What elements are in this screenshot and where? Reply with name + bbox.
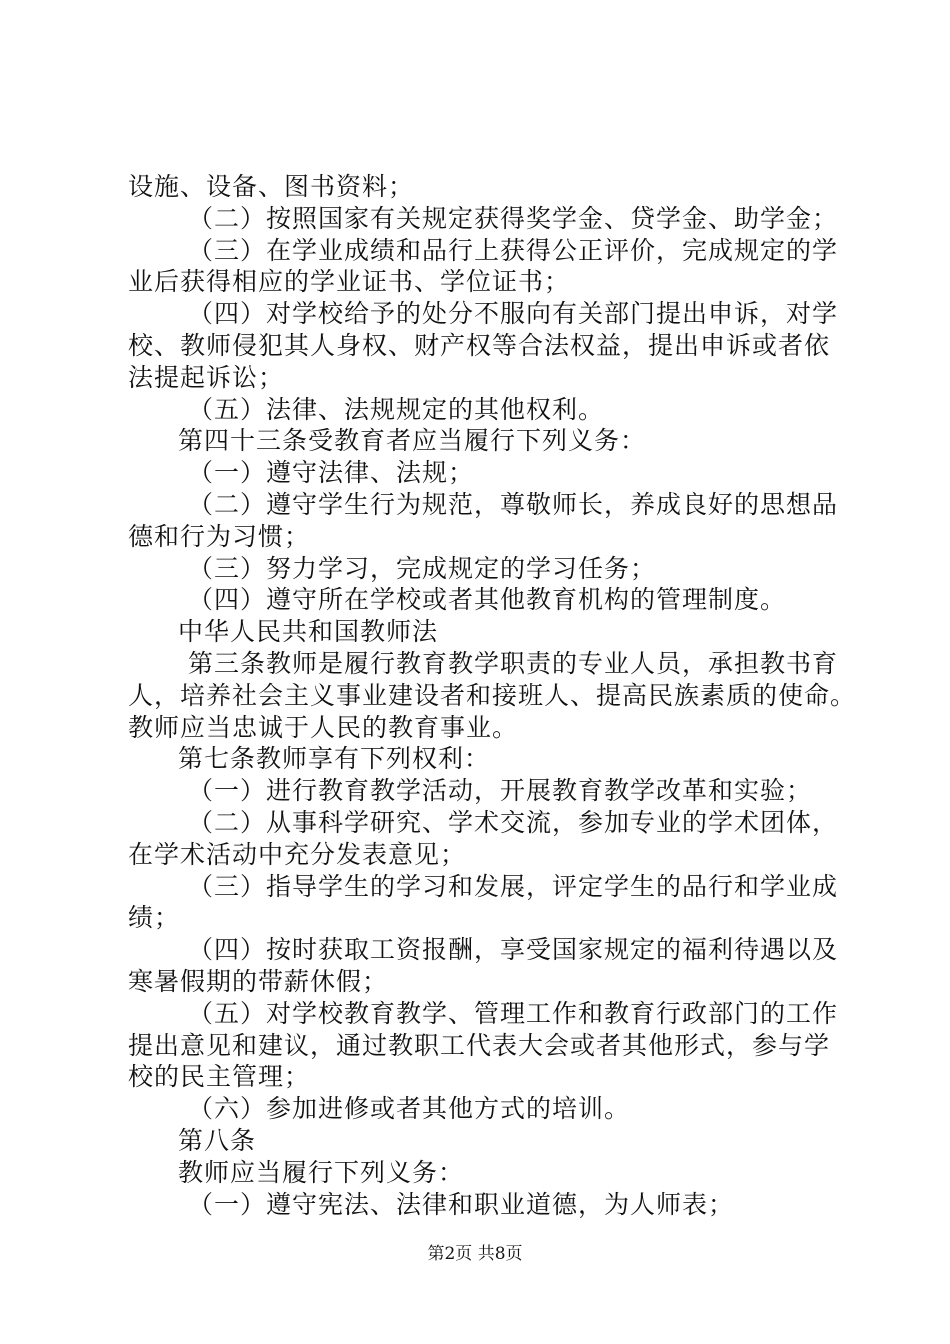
text-line: 人，培养社会主义事业建设者和接班人、提高民族素质的使命。 xyxy=(128,680,857,710)
text-line: （三）在学业成绩和品行上获得公正评价，完成规定的学 xyxy=(188,235,839,265)
text-line: （一）进行教育教学活动，开展教育教学改革和实验； xyxy=(188,776,813,806)
text-line: 教师应当忠诚于人民的教育事业。 xyxy=(128,712,519,742)
text-line: 提出意见和建议，通过教职工代表大会或者其他形式，参与学 xyxy=(128,1030,831,1060)
text-line: 法提起诉讼； xyxy=(128,362,285,392)
text-line: 第三条教师是履行教育教学职责的专业人员，承担教书育 xyxy=(188,648,839,678)
text-line: 德和行为习惯； xyxy=(128,521,311,551)
text-line: （二）按照国家有关规定获得奖学金、贷学金、助学金； xyxy=(188,203,839,233)
text-line: （四）对学校给予的处分不服向有关部门提出申诉，对学 xyxy=(188,299,839,329)
text-line: （二）从事科学研究、学术交流，参加专业的学术团体， xyxy=(188,807,839,837)
text-line: （三）努力学习，完成规定的学习任务； xyxy=(188,553,657,583)
text-line: 第七条教师享有下列权利： xyxy=(178,744,491,774)
text-line: 中华人民共和国教师法 xyxy=(178,617,439,647)
text-line: （一）遵守法律、法规； xyxy=(188,458,475,488)
page-footer: 第2页 共8页 xyxy=(427,1244,523,1264)
text-line: （四）遵守所在学校或者其他教育机构的管理制度。 xyxy=(188,585,787,615)
text-line: （五）法律、法规规定的其他权利。 xyxy=(188,394,605,424)
text-line: 寒暑假期的带薪休假； xyxy=(128,966,389,996)
document-body xyxy=(128,171,857,1220)
text-line: （五）对学校教育教学、管理工作和教育行政部门的工作 xyxy=(188,998,839,1028)
text-line: 设施、设备、图书资料； xyxy=(128,172,415,201)
text-line: 绩； xyxy=(128,903,181,933)
text-line: 教师应当履行下列义务： xyxy=(178,1157,465,1187)
text-line: 在学术活动中充分发表意见； xyxy=(128,839,467,869)
text-line: （三）指导学生的学习和发展，评定学生的品行和学业成 xyxy=(188,871,839,901)
text-line: 校、教师侵犯其人身权、财产权等合法权益，提出申诉或者依 xyxy=(128,330,831,360)
text-line: 第八条 xyxy=(178,1125,257,1155)
text-line: 校的民主管理； xyxy=(128,1062,311,1092)
text-line: 第四十三条受教育者应当履行下列义务： xyxy=(178,426,647,456)
text-line: （二）遵守学生行为规范，尊敬师长，养成良好的思想品 xyxy=(188,489,839,519)
text-line: 业后获得相应的学业证书、学位证书； xyxy=(128,267,571,297)
text-line: （四）按时获取工资报酬，享受国家规定的福利待遇以及 xyxy=(188,935,839,965)
text-line: （六）参加进修或者其他方式的培训。 xyxy=(188,1094,631,1124)
text-line: （一）遵守宪法、法律和职业道德，为人师表； xyxy=(188,1189,735,1219)
